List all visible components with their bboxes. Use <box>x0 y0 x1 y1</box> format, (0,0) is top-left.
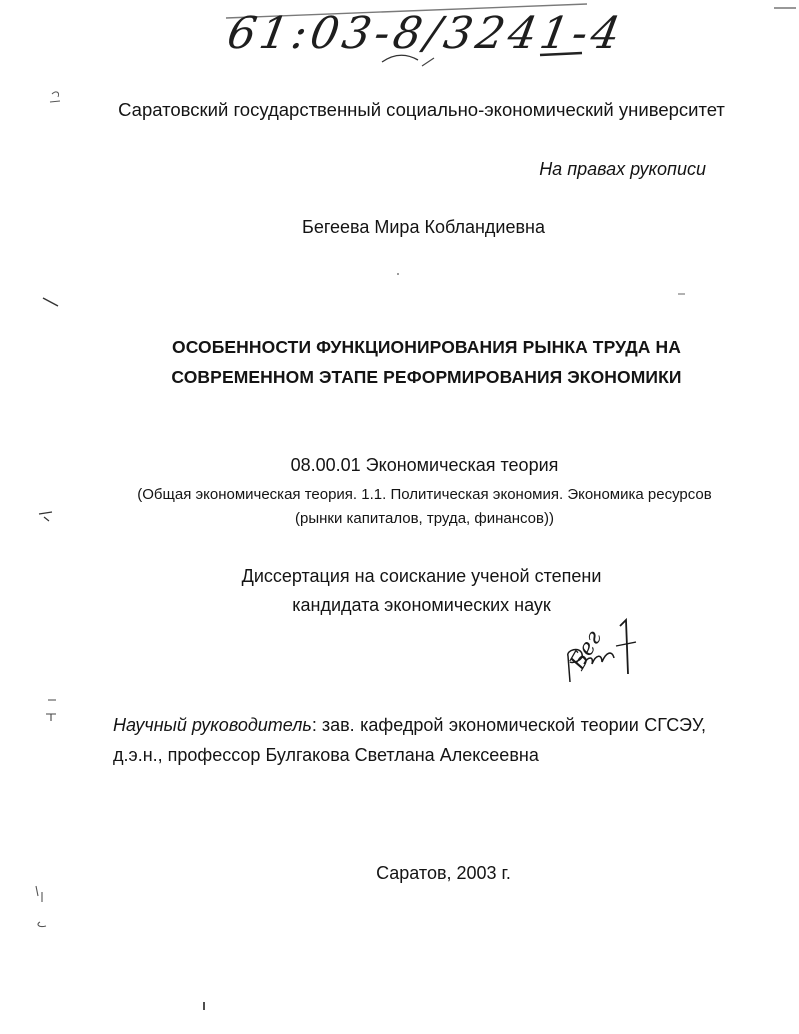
scan-mark-6 <box>200 1000 210 1014</box>
specialty-detail-line-2: (рынки капиталов, труда, финансов)) <box>295 510 554 527</box>
scan-mark-4 <box>40 696 64 726</box>
university-name: Саратовский государственный социально-экономический университет <box>118 99 725 120</box>
supervisor-line-2: д.э.н., профессор Булгакова Светлана Алексеевна <box>113 745 539 765</box>
specialty-detail-line-1: (Общая экономическая теория. 1.1. Политическая экономия. Экономика ресурсов <box>137 486 712 503</box>
scan-mark-7 <box>676 290 688 298</box>
scan-mark-9 <box>770 0 799 20</box>
supervisor-word-5: СГСЭУ, <box>644 715 706 735</box>
dissertation-title-line-2: СОВРЕМЕННОМ ЭТАПЕ РЕФОРМИРОВАНИЯ ЭКОНОМИКИ <box>171 367 682 387</box>
supervisor-word-1: : зав. <box>311 715 355 735</box>
handwritten-signature-text: Бег <box>565 626 608 675</box>
scan-mark-5 <box>28 880 58 935</box>
supervisor-line-1 <box>113 715 706 736</box>
dissertation-title-line-1: ОСОБЕННОСТИ ФУНКЦИОНИРОВАНИЯ РЫНКА ТРУДА НА <box>172 337 681 357</box>
manuscript-rights-note: На правах рукописи <box>539 159 706 179</box>
supervisor-label: Научный руководитель <box>113 715 312 735</box>
supervisor-word-4: теории <box>580 715 639 735</box>
supervisor-word-2: кафедрой <box>360 715 444 735</box>
supervisor-label-group <box>113 715 355 736</box>
scan-mark-8 <box>394 270 402 278</box>
supervisor-word-3: экономической <box>448 715 576 735</box>
degree-statement-line-1: Диссертация на соискание ученой степени <box>241 566 602 586</box>
scan-mark-2 <box>40 292 64 312</box>
handwritten-catalog-text: 61:03-8/3241-4 <box>223 8 628 59</box>
specialty-code: 08.00.01 Экономическая теория <box>290 455 559 475</box>
author-name: Бегеева Мира Кобландиевна <box>302 217 545 237</box>
city-year: Саратов, 2003 г. <box>376 863 511 883</box>
degree-statement-line-2: кандидата экономических наук <box>292 595 551 615</box>
